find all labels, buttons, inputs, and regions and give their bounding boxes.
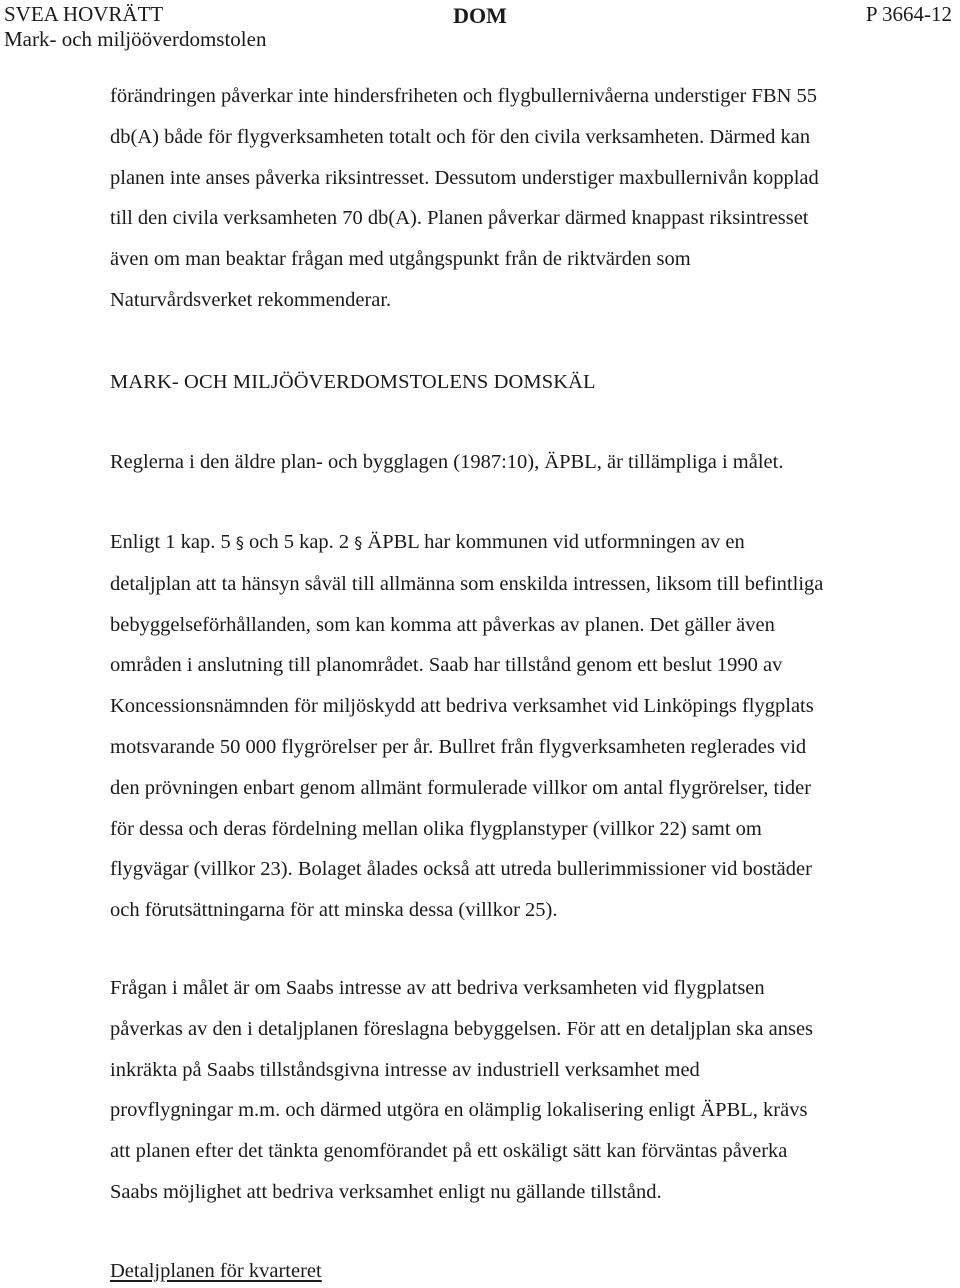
- text-line: motsvarande 50 000 flygrörelser per år. Bullret från flygverksamheten reglerades vid: [110, 735, 807, 758]
- text-line: förändringen påverkar inte hindersfriheten och flygbullernivåerna understiger FBN 55: [110, 85, 818, 107]
- text-line: till den civila verksamheten 70 db(A). Planen påverkar därmed knappast riksintresset: [110, 207, 809, 230]
- department-name: Mark- och miljööverdomstolen: [4, 27, 267, 51]
- text-fragment: och 5 kap. 2: [243, 531, 355, 553]
- text-line: för dessa och deras fördelning mellan olika flygplanstyper (villkor 22) samt om: [110, 817, 762, 840]
- text-line: att planen efter det tänkta genomförandet på ett oskäligt sätt kan förväntas påverka: [110, 1140, 788, 1163]
- section-heading: MARK- OCH MILJÖÖVERDOMSTOLENS DOMSKÄL: [110, 371, 596, 393]
- subheading: Detaljplanen för kvarteret: [110, 1260, 322, 1282]
- text-line: bebyggelseförhållanden, som kan komma att påverkas av planen. Det gäller även: [110, 613, 775, 636]
- text-line: detaljplan att ta hänsyn såväl till allmänna som enskilda intressen, liksom till befintliga: [110, 572, 824, 595]
- text-line: även om man beaktar frågan med utgångspunkt från de riktvärden som: [110, 248, 691, 271]
- text-line: provflygningar m.m. och därmed utgöra en olämplig lokalisering enligt ÄPBL, krävs: [110, 1099, 808, 1122]
- text-line: den prövningen enbart genom allmänt formulerade villkor om antal flygrörelser, tider: [110, 776, 812, 799]
- section-sign: §: [235, 533, 244, 552]
- text-line: planen inte anses påverka riksintresset. Dessutom understiger maxbullernivån kopplad: [110, 166, 819, 189]
- section-sign: §: [354, 533, 363, 552]
- court-name: SVEA HOVRÄTT: [4, 2, 164, 26]
- paragraph-2: Reglerna i den äldre plan- och bygglagen (1987:10), ÄPBL, är tillämpliga i målet.: [110, 451, 784, 473]
- text-line: och förutsättningarna för att minska dessa (villkor 25).: [110, 899, 558, 922]
- paragraph-1: [110, 76, 940, 321]
- paragraph-3: [110, 522, 940, 931]
- document-type: DOM: [453, 3, 507, 28]
- text-line: Koncessionsnämnden för miljöskydd att bedriva verksamhet vid Linköpings flygplats: [110, 695, 814, 718]
- text-line: Frågan i målet är om Saabs intresse av att bedriva verksamheten vid flygplatsen: [110, 977, 765, 999]
- text-line: områden i anslutning till planområdet. Saab har tillstånd genom ett beslut 1990 av: [110, 654, 783, 677]
- text-line: Saabs möjlighet att bedriva verksamhet enligt nu gällande tillstånd.: [110, 1180, 662, 1203]
- paragraph-4: [110, 968, 940, 1213]
- text-fragment: Enligt 1 kap. 5: [110, 531, 236, 553]
- text-line: Naturvårdsverket rekommenderar.: [110, 288, 392, 311]
- text-line: db(A) både för flygverksamheten totalt och för den civila verksamheten. Därmed kan: [110, 125, 811, 148]
- case-number: P 3664-12: [865, 2, 952, 26]
- text-fragment: ÄPBL har kommunen vid utformningen av en: [362, 531, 745, 553]
- text-line: påverkas av den i detaljplanen föreslagna bebyggelsen. För att en detaljplan ska anses: [110, 1017, 814, 1040]
- text-line: inkräkta på Saabs tillståndsgivna intresse av industriell verksamhet med: [110, 1058, 700, 1081]
- text-line: flygvägar (villkor 23). Bolaget ålades också att utreda bullerimmissioner vid bostäder: [110, 858, 812, 881]
- text-line: [110, 522, 940, 564]
